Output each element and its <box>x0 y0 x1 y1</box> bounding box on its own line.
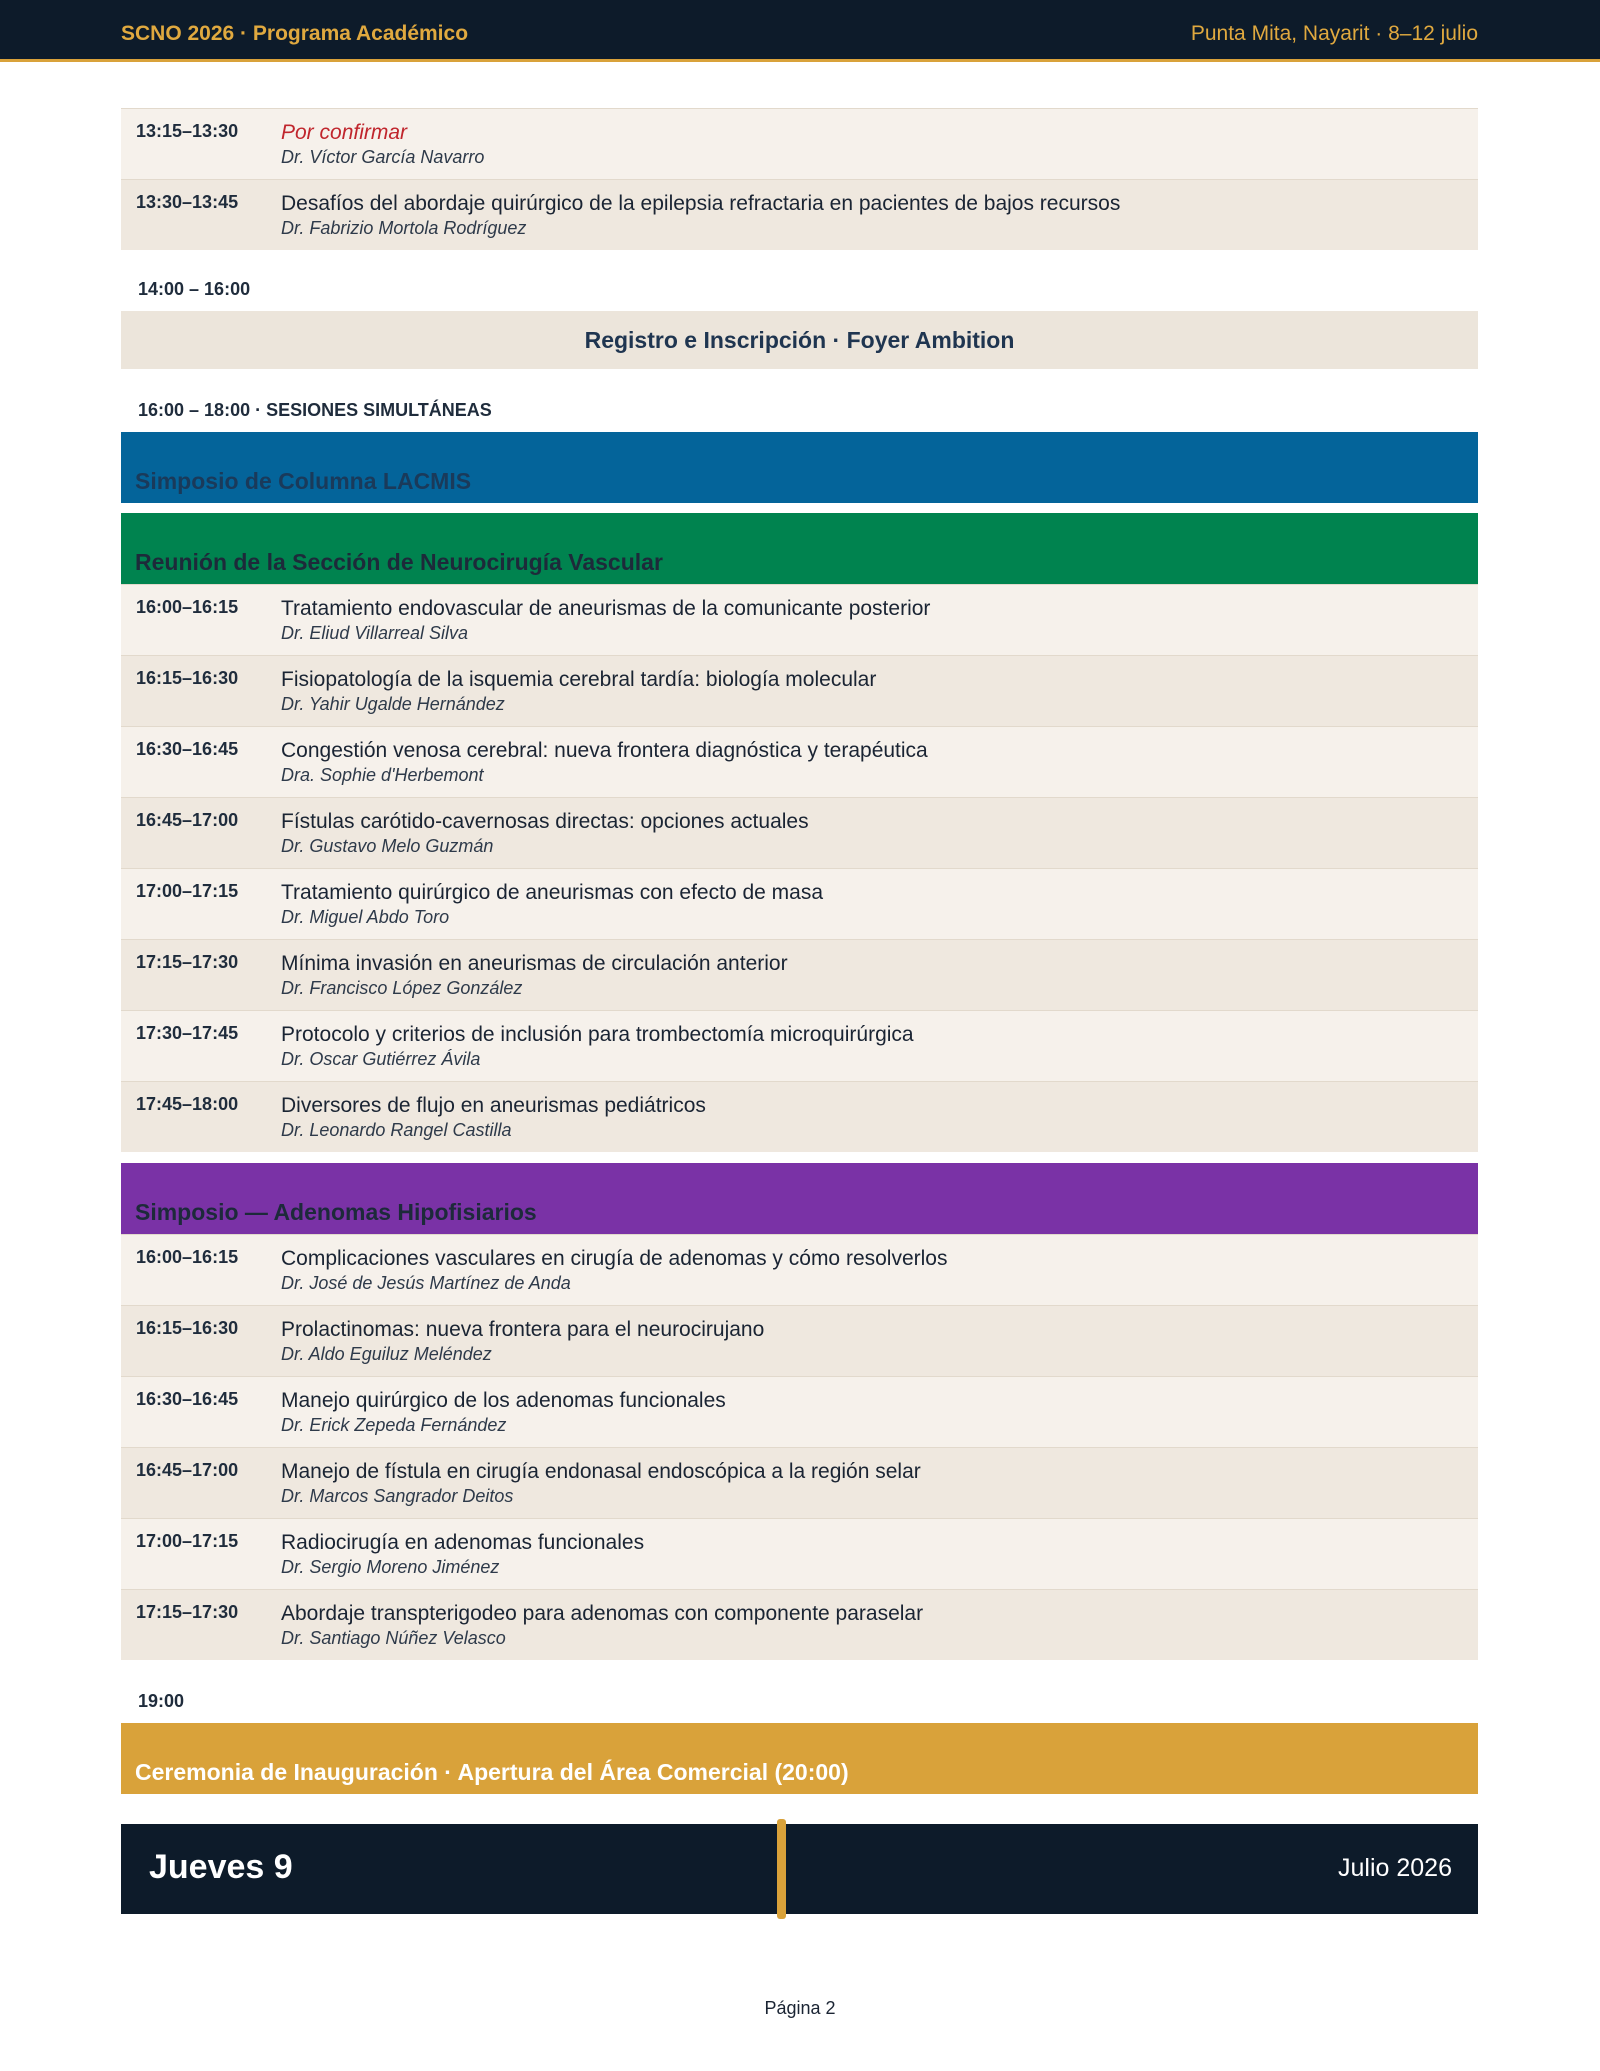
session-speaker: Dr. Fabrizio Mortola Rodríguez <box>281 218 527 238</box>
session-time: 17:00–17:15 <box>136 881 239 901</box>
table-row <box>121 1234 1478 1305</box>
session-time: 16:15–16:30 <box>136 668 239 688</box>
table-row <box>121 1010 1478 1081</box>
table-row <box>121 1518 1478 1589</box>
pituitary-table <box>121 1234 1478 1660</box>
table-row <box>121 108 1478 179</box>
session-title: Abordaje transpterigodeo para adenomas con componente paraselar <box>281 1602 924 1625</box>
session-title: Complicaciones vasculares en cirugía de adenomas y cómo resolverlos <box>281 1247 948 1270</box>
session-speaker: Dr. Miguel Abdo Toro <box>281 907 450 927</box>
day-label: Jueves 9 <box>149 1848 293 1886</box>
session-title: Manejo quirúrgico de los adenomas funcionales <box>281 1389 726 1412</box>
session-title: Por confirmar <box>281 121 408 144</box>
page-header <box>0 0 1600 62</box>
registration-banner: Registro e Inscripción · Foyer Ambition <box>121 311 1478 369</box>
session-speaker: Dr. Gustavo Melo Guzmán <box>281 836 494 856</box>
morning-tail-table <box>121 108 1478 250</box>
session-speaker: Dr. Eliud Villarreal Silva <box>281 623 469 643</box>
session-speaker: Dr. Marcos Sangrador Deitos <box>281 1486 514 1506</box>
session-speaker: Dr. Yahir Ugalde Hernández <box>281 694 505 714</box>
table-row <box>121 179 1478 250</box>
table-row <box>121 1376 1478 1447</box>
track-header-vascular <box>121 513 1478 584</box>
registration-time: 14:00 – 16:00 <box>138 279 251 299</box>
session-speaker: Dr. Oscar Gutiérrez Ávila <box>281 1049 481 1069</box>
session-title: Desafíos del abordaje quirúrgico de la epilepsia refractaria en pacientes de bajos recursos <box>281 192 1121 215</box>
session-speaker: Dr. Leonardo Rangel Castilla <box>281 1120 512 1140</box>
program-content <box>121 108 1478 1794</box>
table-row <box>121 939 1478 1010</box>
session-time: 16:15–16:30 <box>136 1318 239 1338</box>
track-header-lacmis <box>121 432 1478 503</box>
day-divider <box>121 1824 1478 1914</box>
session-title: Tratamiento endovascular de aneurismas de la comunicante posterior <box>281 597 931 620</box>
track-title: Reunión de la Sección de Neurocirugía Vascular <box>135 549 663 575</box>
session-title: Diversores de flujo en aneurismas pediátricos <box>281 1094 706 1117</box>
session-speaker: Dr. José de Jesús Martínez de Anda <box>281 1273 571 1293</box>
table-row <box>121 797 1478 868</box>
month-label: Julio 2026 <box>1338 1854 1452 1882</box>
session-title: Fisiopatología de la isquemia cerebral tardía: biología molecular <box>281 668 877 691</box>
session-title: Fístulas carótido-cavernosas directas: opciones actuales <box>281 810 809 833</box>
program-title: SCNO 2026 · Programa Académico <box>121 22 469 45</box>
session-time: 16:00–16:15 <box>136 597 239 617</box>
session-time: 17:45–18:00 <box>136 1094 239 1114</box>
session-title: Manejo de fístula en cirugía endonasal endoscópica a la región selar <box>281 1460 921 1483</box>
inauguration-time: 19:00 <box>138 1691 185 1711</box>
simultaneous-sessions-time: 16:00 – 18:00 · SESIONES SIMULTÁNEAS <box>138 400 492 420</box>
session-title: Tratamiento quirúrgico de aneurismas con efecto de masa <box>281 881 824 904</box>
session-speaker: Dr. Francisco López González <box>281 978 523 998</box>
session-speaker: Dr. Víctor García Navarro <box>281 147 485 167</box>
track-title: Simposio — Adenomas Hipofisiarios <box>135 1199 537 1225</box>
table-row <box>121 1589 1478 1660</box>
page-number: Página 2 <box>764 1998 836 2018</box>
inauguration-banner <box>121 1723 1478 1794</box>
session-time: 17:30–17:45 <box>136 1023 239 1043</box>
inauguration-title: Ceremonia de Inauguración · Apertura del Área Comercial (20:00) <box>135 1759 849 1785</box>
session-time: 13:30–13:45 <box>136 192 239 212</box>
session-time: 17:15–17:30 <box>136 952 239 972</box>
table-row <box>121 584 1478 655</box>
session-speaker: Dr. Aldo Eguiluz Meléndez <box>281 1344 492 1364</box>
session-speaker: Dr. Sergio Moreno Jiménez <box>281 1557 500 1577</box>
table-row <box>121 655 1478 726</box>
session-time: 13:15–13:30 <box>136 121 239 141</box>
session-title: Prolactinomas: nueva frontera para el neurocirujano <box>281 1318 765 1341</box>
session-time: 16:30–16:45 <box>136 739 239 759</box>
table-row <box>121 726 1478 797</box>
session-title: Protocolo y criterios de inclusión para trombectomía microquirúrgica <box>281 1023 914 1046</box>
session-speaker: Dra. Sophie d'Herbemont <box>281 765 484 785</box>
session-speaker: Dr. Erick Zepeda Fernández <box>281 1415 507 1435</box>
vascular-table <box>121 584 1478 1152</box>
session-title: Radiocirugía en adenomas funcionales <box>281 1531 645 1554</box>
session-time: 17:15–17:30 <box>136 1602 239 1622</box>
session-time: 16:00–16:15 <box>136 1247 239 1267</box>
table-row <box>121 1447 1478 1518</box>
session-time: 17:00–17:15 <box>136 1531 239 1551</box>
day-divider-accent <box>777 1819 786 1919</box>
event-location-dates: Punta Mita, Nayarit · 8–12 julio <box>1190 22 1478 45</box>
table-row <box>121 1081 1478 1152</box>
session-time: 16:45–17:00 <box>136 810 239 830</box>
session-title: Congestión venosa cerebral: nueva frontera diagnóstica y terapéutica <box>281 739 928 762</box>
session-time: 16:45–17:00 <box>136 1460 239 1480</box>
table-row <box>121 868 1478 939</box>
session-title: Mínima invasión en aneurismas de circulación anterior <box>281 952 788 975</box>
track-title: Simposio de Columna LACMIS <box>135 468 472 494</box>
table-row <box>121 1305 1478 1376</box>
session-speaker: Dr. Santiago Núñez Velasco <box>281 1628 506 1648</box>
track-header-pituitary <box>121 1163 1478 1234</box>
session-time: 16:30–16:45 <box>136 1389 239 1409</box>
